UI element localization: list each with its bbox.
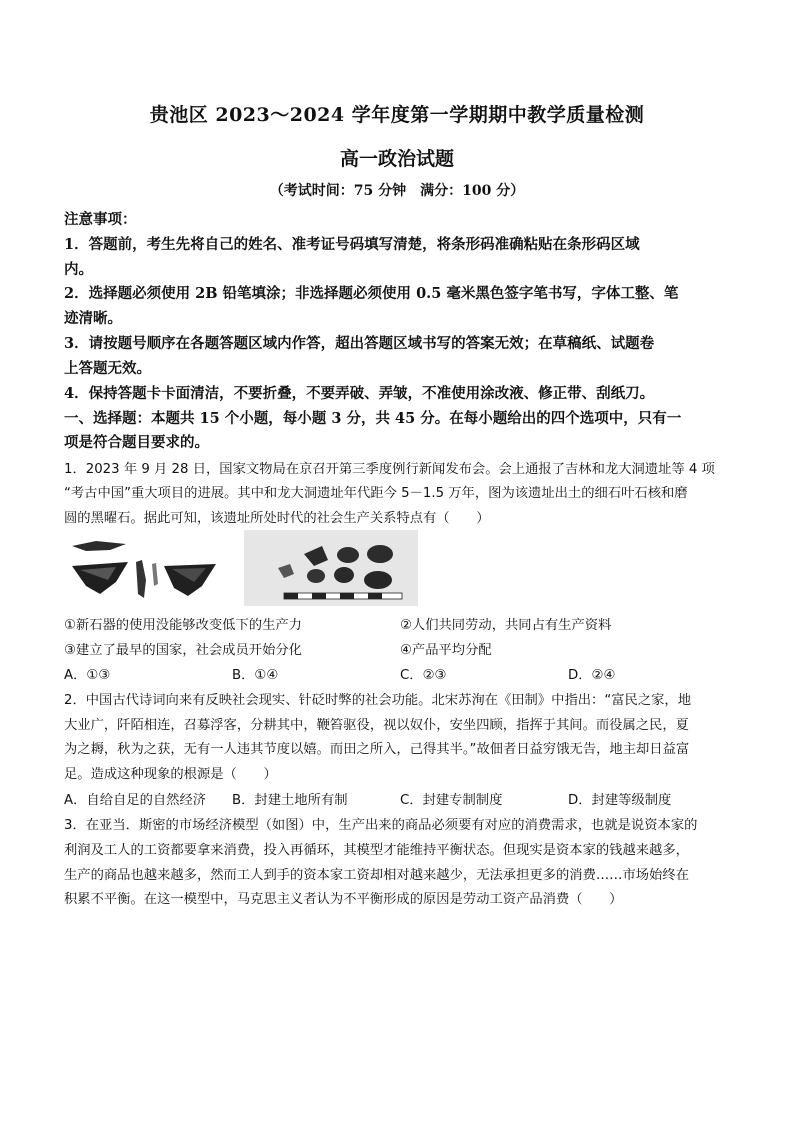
exam-info: （考试时间：75 分钟 满分：100 分）	[269, 183, 525, 199]
q3-stem-line: 利润及工人的工资都要拿来消费，投入再循环，其模型才能维持平衡状态。但现实是资本家的钱越来越多，	[64, 843, 689, 858]
subject-title: 高一政治试题	[339, 148, 454, 170]
q1-stem-line: “考古中国”重大项目的进展。其中和龙大洞遗址年代距今 5－1.5 万年，图为该遗址出土的细石叶石核和磨	[64, 486, 688, 501]
q3-stem-line: 积累不平衡。在这一模型中，马克思主义者认为不平衡形成的原因是劳动工资产品消费（ ）	[64, 892, 623, 907]
stone-tools-image	[66, 536, 226, 608]
q2-option-a[interactable]: A．自给自足的自然经济	[64, 793, 207, 808]
section-heading: 项是符合题目要求的。	[64, 434, 209, 451]
q2-stem-line: 为之耨，秋为之获，无有一人违其节度以嬉。而田之所入，己得其半。”故佃者日益穷饿无告，地主却日益富	[64, 742, 690, 757]
notes-line: 上答题无效。	[64, 360, 151, 377]
q1-option-d[interactable]: D．②④	[568, 668, 616, 683]
q2-option-b[interactable]: B．封建土地所有制	[232, 793, 348, 808]
q1-statement-3: ③建立了最早的国家，社会成员开始分化	[64, 643, 302, 658]
notes-line: 3．请按题号顺序在各题答题区域内作答，超出答题区域书写的答案无效；在草稿纸、试题卷	[64, 335, 655, 352]
q2-option-c[interactable]: C．封建专制制度	[400, 793, 503, 808]
q1-option-c[interactable]: C．②③	[400, 668, 447, 683]
notes-line: 1．答题前，考生先将自己的姓名、准考证号码填写清楚，将条形码准确粘贴在条形码区域	[64, 236, 640, 253]
q1-stem-line: 圆的黑曜石。据此可知，该遗址所处时代的社会生产关系特点有（ ）	[64, 511, 490, 526]
q1-option-b[interactable]: B．①④	[232, 668, 279, 683]
q3-stem-line: 3．在亚当．斯密的市场经济模型（如图）中，生产出来的商品必须要有对应的消费需求，也就是说资本家的	[64, 818, 698, 833]
notes-line: 2．选择题必须使用 2B 铅笔填涂；非选择题必须使用 0.5 毫米黑色签字笔书写，字体工整、笔	[64, 285, 679, 302]
notes-line: 迹清晰。	[64, 310, 122, 327]
q2-stem-line: 大业广，阡陌相连，召募浮客，分耕其中，鞭笞驱役，视以奴仆，安坐四顾，指挥于其间。而役属之民，夏	[64, 718, 689, 733]
q1-stem-line: 1．2023 年 9 月 28 日，国家文物局在京召开第三季度例行新闻发布会。会上通报了吉林和龙大洞遗址等 4 项	[64, 462, 715, 477]
q2-stem-line: 足。造成这种现象的根源是（ ）	[64, 767, 277, 782]
q3-stem-line: 生产的商品也越来越多，然而工人到手的资本家工资却相对越来越少，无法承担更多的消费……市场始终在	[64, 868, 689, 883]
q2-stem-line: 2．中国古代诗词向来有反映社会现实、针砭时弊的社会功能。北宋苏洵在《田制》中指出：“富民之家，地	[64, 693, 692, 708]
q1-statement-4: ④产品平均分配	[400, 643, 492, 658]
q1-statement-2: ②人们共同劳动，共同占有生产资料	[400, 618, 612, 633]
obsidian-pebbles-image	[244, 530, 418, 606]
notes-heading: 注意事项：	[64, 211, 137, 228]
q1-option-a[interactable]: A．①③	[64, 668, 111, 683]
section-heading: 一、选择题：本题共 15 个小题，每小题 3 分，共 45 分。在每小题给出的四个选项中，只有一	[64, 410, 682, 427]
q1-statement-1: ①新石器的使用没能够改变低下的生产力	[64, 618, 302, 633]
notes-line: 内。	[64, 261, 93, 278]
exam-title: 贵池区 2023～2024 学年度第一学期期中教学质量检测	[149, 104, 645, 126]
q2-option-d[interactable]: D．封建等级制度	[568, 793, 672, 808]
notes-line: 4．保持答题卡卡面清洁，不要折叠，不要弄破、弄皱，不准使用涂改液、修正带、刮纸刀。	[64, 385, 655, 402]
